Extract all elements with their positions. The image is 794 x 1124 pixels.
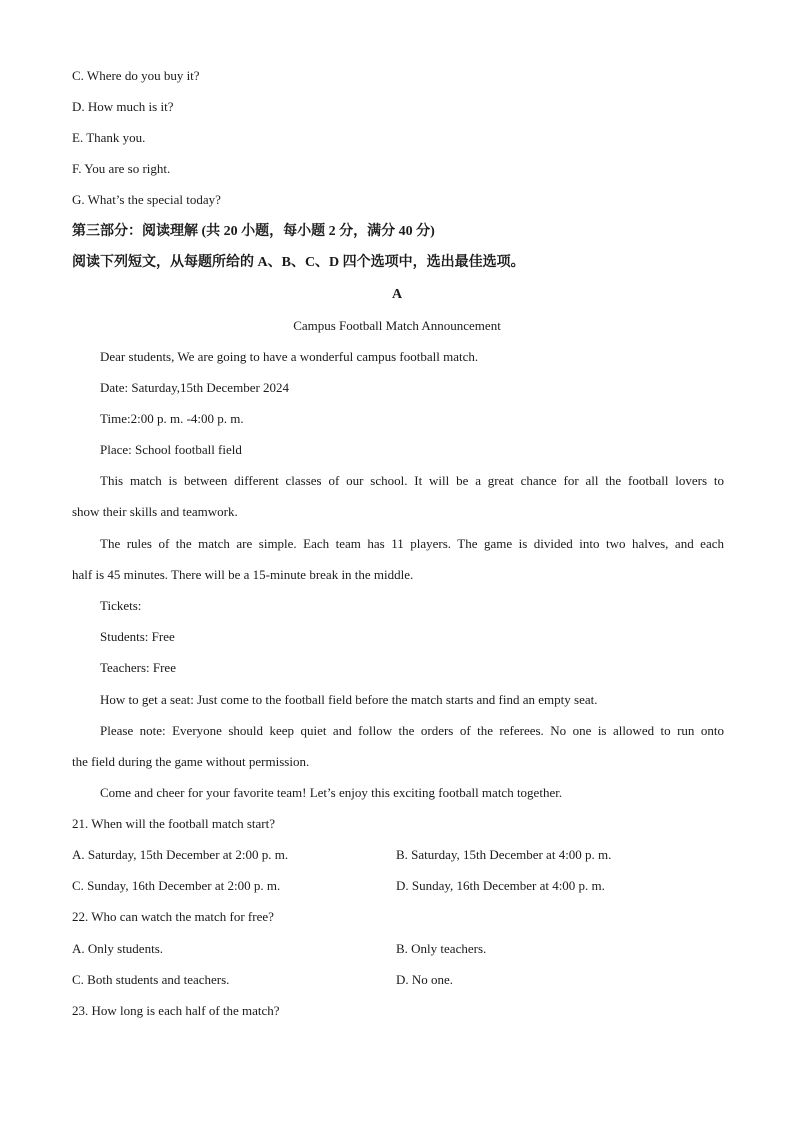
option-c: C. Where do you buy it? — [72, 68, 200, 83]
question-22-option-c: C. Both students and teachers. — [72, 972, 230, 987]
paragraph-2-line-1: The rules of the match are simple. Each team has 11 players. The game is divided into two halves, and each — [100, 536, 724, 551]
question-21-option-a: A. Saturday, 15th December at 2:00 p. m. — [72, 847, 289, 862]
note-line-2: the field during the game without permission. — [72, 754, 310, 769]
paragraph-2-line-2: half is 45 minutes. There will be a 15-minute break in the middle. — [72, 567, 414, 582]
question-22-option-a: A. Only students. — [72, 941, 163, 956]
tickets-teachers: Teachers: Free — [100, 660, 176, 675]
passage-title: Campus Football Match Announcement — [293, 318, 501, 333]
passage-closing: Come and cheer for your favorite team! Let’s enjoy this exciting football match together. — [100, 785, 563, 800]
section-instruction: 阅读下列短文，从每题所给的 A、B、C、D 四个选项中，选出最佳选项。 — [72, 255, 525, 270]
option-f: F. You are so right. — [72, 161, 171, 176]
passage-time: Time:2:00 p. m. -4:00 p. m. — [100, 411, 244, 426]
question-21-stem: 21. When will the football match start? — [72, 816, 276, 831]
question-23-stem: 23. How long is each half of the match? — [72, 1003, 280, 1018]
tickets-students: Students: Free — [100, 629, 175, 644]
question-21-option-b: B. Saturday, 15th December at 4:00 p. m. — [396, 847, 612, 862]
question-22-option-b: B. Only teachers. — [396, 941, 487, 956]
passage-greeting: Dear students, We are going to have a wonderful campus football match. — [100, 349, 479, 364]
passage-place: Place: School football field — [100, 442, 242, 457]
paragraph-1-line-2: show their skills and teamwork. — [72, 504, 238, 519]
question-21-option-c: C. Sunday, 16th December at 2:00 p. m. — [72, 878, 281, 893]
tickets-heading: Tickets: — [100, 598, 142, 613]
note-line-1: Please note: Everyone should keep quiet and follow the orders of the referees. No one is allowed to run onto — [100, 723, 724, 738]
passage-letter: A — [391, 287, 403, 302]
question-21-option-d: D. Sunday, 16th December at 4:00 p. m. — [396, 878, 605, 893]
question-22-option-d: D. No one. — [396, 972, 454, 987]
option-d: D. How much is it? — [72, 99, 174, 114]
option-g: G. What’s the special today? — [72, 192, 221, 207]
option-e: E. Thank you. — [72, 130, 146, 145]
question-22-stem: 22. Who can watch the match for free? — [72, 909, 274, 924]
section-title: 第三部分：阅读理解 (共 20 小题，每小题 2 分，满分 40 分) — [72, 224, 435, 239]
paragraph-1-line-1: This match is between different classes of our school. It will be a great chance for all the football lovers to — [100, 473, 724, 488]
passage-date: Date: Saturday,15th December 2024 — [100, 380, 290, 395]
seat-info: How to get a seat: Just come to the football field before the match starts and find an empty seat. — [100, 692, 598, 707]
